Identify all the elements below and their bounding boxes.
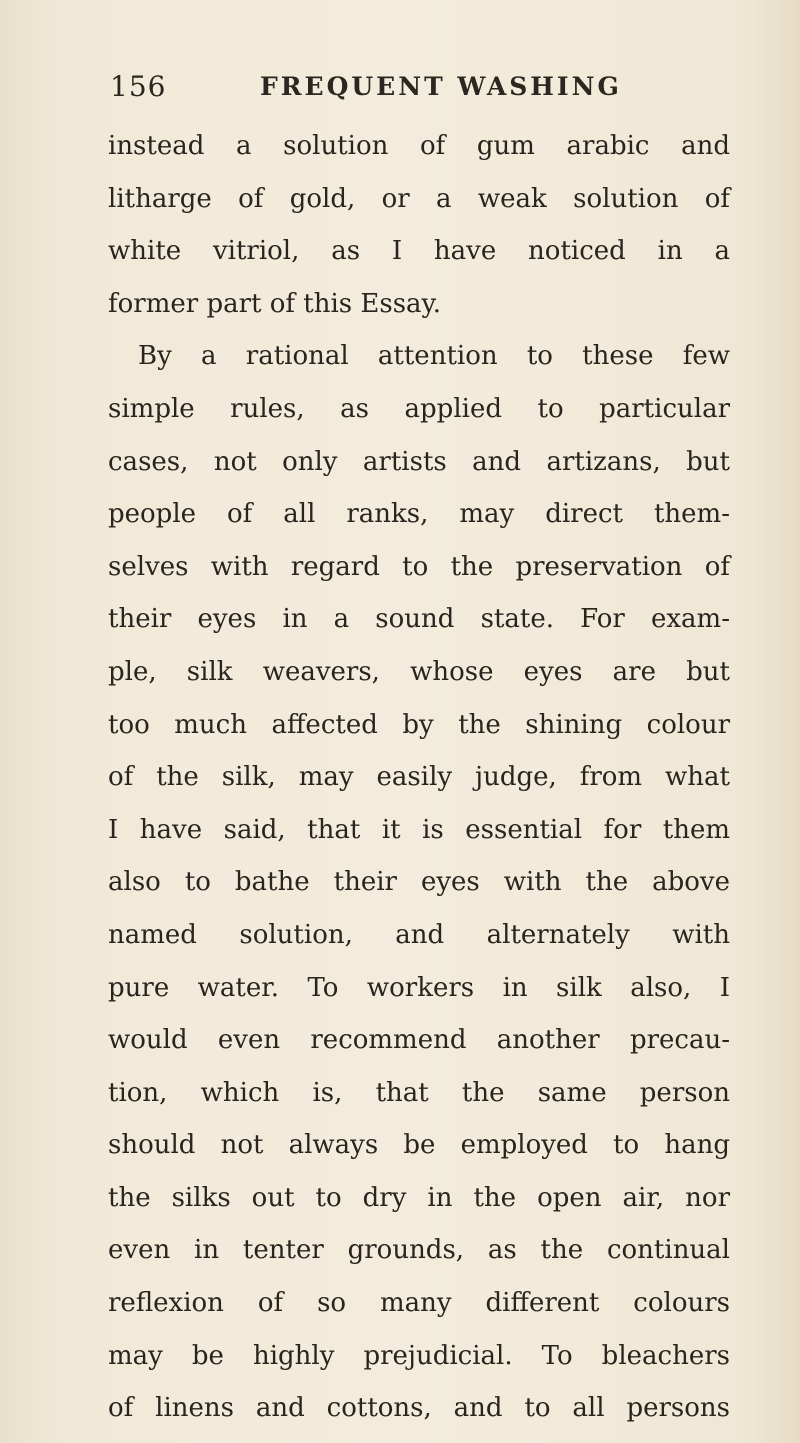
text-line: their eyes in a sound state. For exam- [108,604,730,635]
text-line: would even recommend another precau- [108,1025,730,1056]
text-line: white vitriol, as I have noticed in a [108,236,730,267]
text-line: reflexion of so many different colours [108,1288,730,1319]
text-line: cases, not only artists and artizans, but [108,446,730,477]
text-line: should not always be employed to hang [108,1130,730,1161]
body-text [108,120,730,1435]
text-line: also to bathe their eyes with the above [108,867,730,898]
text-line: of the silk, may easily judge, from what [108,762,730,793]
text-line: named solution, and alternately with [108,919,730,950]
paragraph-start-line: By a rational attention to these few [138,341,730,372]
text-line: people of all ranks, may direct them- [108,499,730,530]
text-line: simple rules, as applied to particular [108,393,730,424]
page-number: 156 [110,70,167,103]
text-line: I have said, that it is essential for them [108,814,730,845]
page-header [110,70,710,110]
text-line: tion, which is, that the same person [108,1077,730,1108]
text-line: former part of this Essay. [108,288,442,319]
text-line: the silks out to dry in the open air, nor [108,1182,730,1213]
text-line: may be highly prejudicial. To bleachers [108,1340,730,1371]
running-head: FREQUENT WASHING [260,72,622,101]
text-line: instead a solution of gum arabic and [108,131,730,161]
text-line: litharge of gold, or a weak solution of [108,183,730,214]
text-line: of linens and cottons, and to all persons [108,1393,730,1424]
text-line: too much affected by the shining colour [108,709,730,740]
text-line: even in tenter grounds, as the continual [108,1235,730,1266]
text-line: pure water. To workers in silk also, I [108,972,730,1003]
text-line: selves with regard to the preservation of [108,551,730,582]
text-line: ple, silk weavers, whose eyes are but [108,656,730,687]
